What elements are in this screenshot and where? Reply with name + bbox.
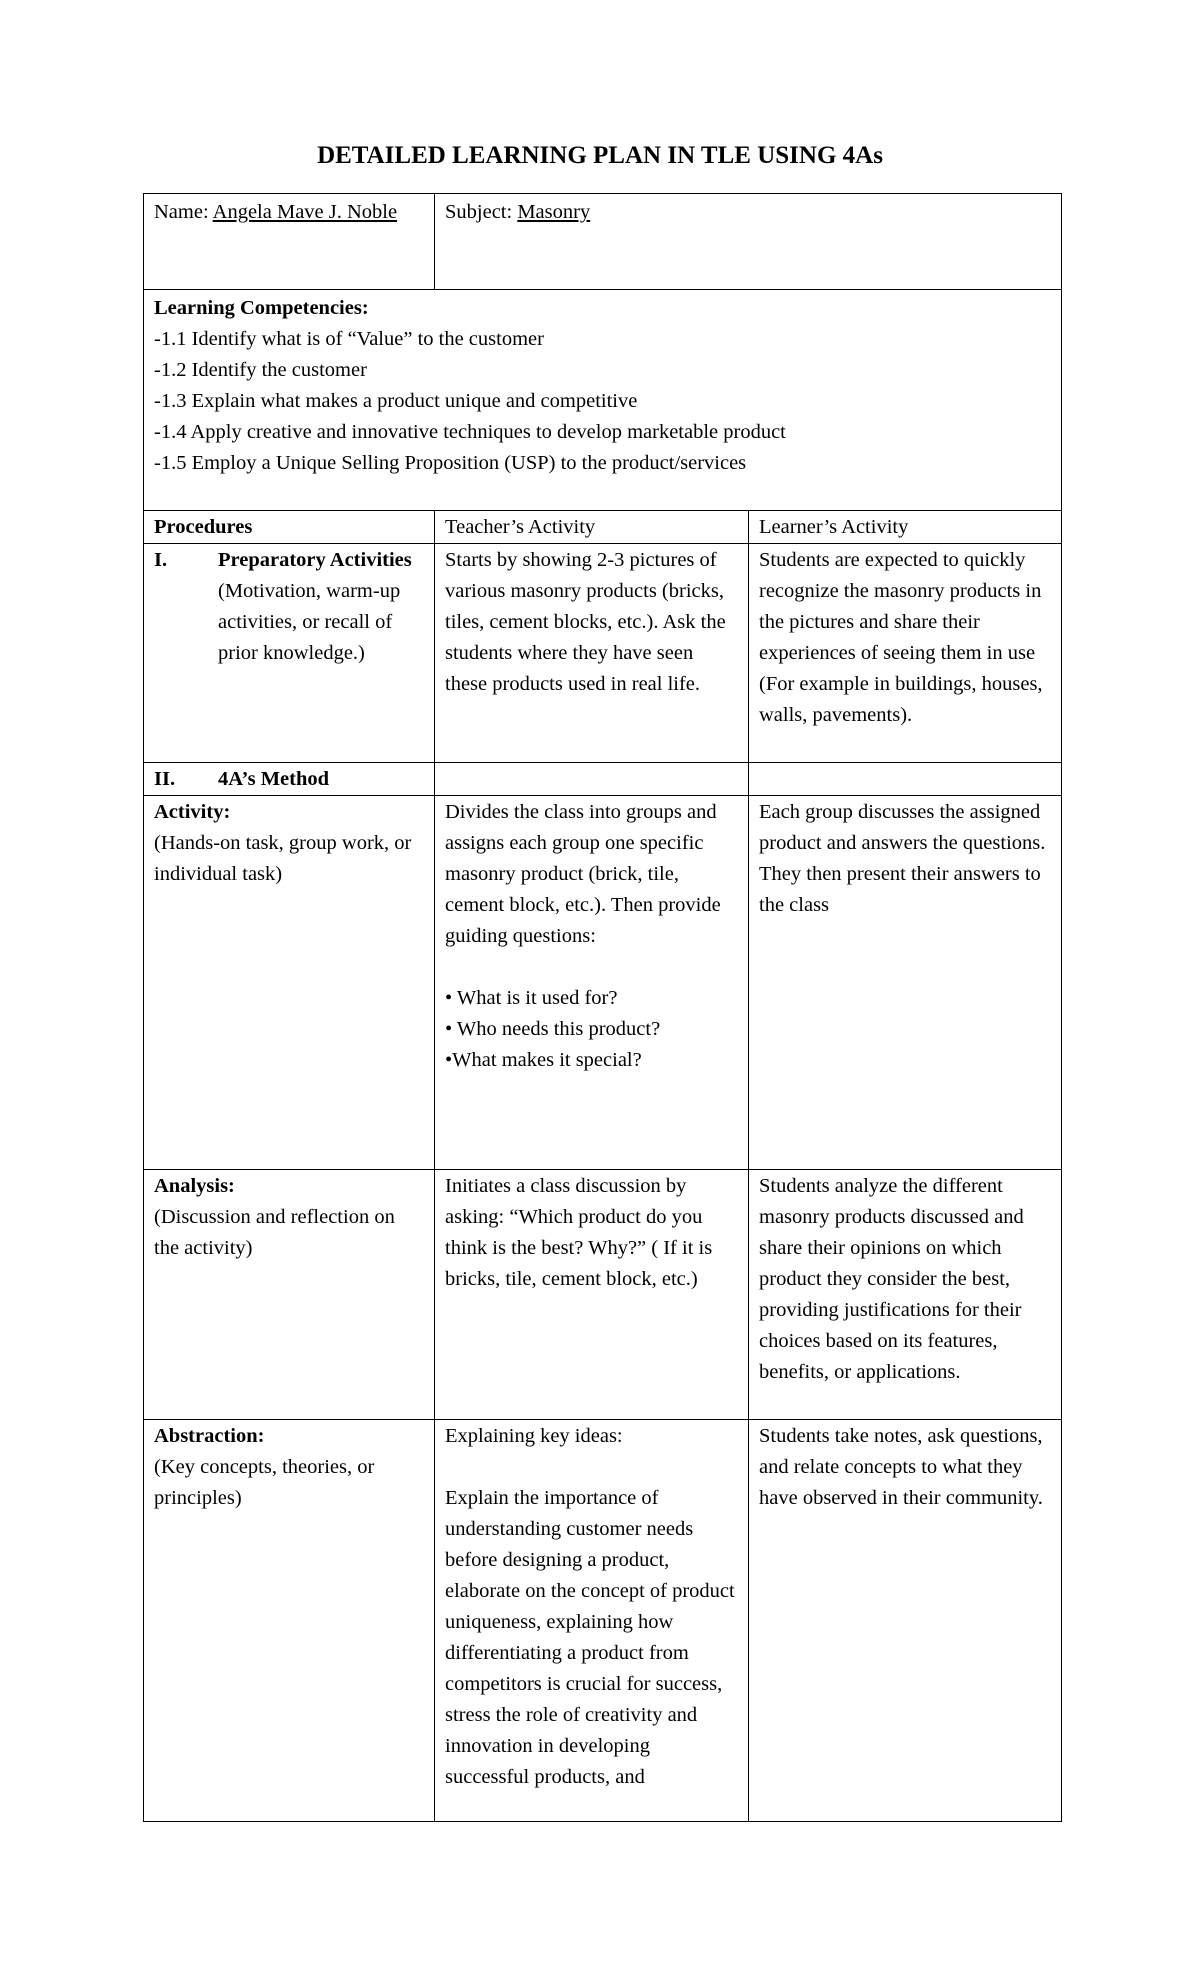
- competency-item: -1.3 Explain what makes a product unique and competitive: [154, 390, 638, 412]
- guiding-question: • What is it used for?: [445, 987, 618, 1009]
- preparatory-learner-cell: Students are expected to quickly recognize the masonry products in the pictures and share their experiences of seeing them in use (For example in buildings, houses, walls, pavements).: [749, 544, 1062, 763]
- method-learner-cell: [749, 763, 1062, 796]
- subject-cell: [435, 194, 1062, 290]
- method-number: II.: [154, 768, 176, 790]
- activity-row: [144, 796, 1062, 1170]
- procedures-header: Procedures: [144, 511, 435, 544]
- name-label: Name:: [154, 201, 213, 223]
- name-cell: [144, 194, 435, 290]
- method-row: [144, 763, 1062, 796]
- page-title: DETAILED LEARNING PLAN IN TLE USING 4As: [317, 142, 883, 169]
- method-teacher-cell: [435, 763, 749, 796]
- competencies-cell: [144, 290, 1062, 511]
- abstraction-teacher-cell: [435, 1420, 749, 1822]
- guiding-question: • Who needs this product?: [445, 1018, 661, 1040]
- abstraction-title: Abstraction:: [154, 1425, 265, 1447]
- abstraction-teacher-intro: Explaining key ideas:: [445, 1425, 623, 1447]
- abstraction-row: [144, 1420, 1062, 1822]
- method-cell: [144, 763, 435, 796]
- activity-teacher-text: Divides the class into groups and assigns each group one specific masonry product (brick, tile, cement block, etc.). Then provide guiding questions:: [445, 801, 721, 947]
- activity-learner-cell: Each group discusses the assigned product and answers the questions. They then present their answers to the class: [749, 796, 1062, 1170]
- analysis-teacher-cell: Initiates a class discussion by asking: “Which product do you think is the best? Why?” ( If it is bricks, tile, cement block, etc.): [435, 1170, 749, 1420]
- activity-teacher-cell: [435, 796, 749, 1170]
- method-title: 4A’s Method: [218, 768, 330, 790]
- preparatory-description: (Motivation, warm-up activities, or recall of prior knowledge.): [218, 580, 401, 664]
- abstraction-procedure-cell: [144, 1420, 435, 1822]
- teacher-activity-header: Teacher’s Activity: [435, 511, 749, 544]
- preparatory-procedure-cell: [144, 544, 435, 763]
- preparatory-title: Preparatory Activities: [218, 549, 412, 571]
- subject-label: Subject:: [445, 201, 518, 223]
- header-row: [144, 194, 1062, 290]
- column-header-row: [144, 511, 1062, 544]
- abstraction-learner-cell: Students take notes, ask questions, and relate concepts to what they have observed in their community.: [749, 1420, 1062, 1822]
- abstraction-description: (Key concepts, theories, or principles): [154, 1456, 375, 1509]
- analysis-learner-cell: Students analyze the different masonry products discussed and share their opinions on which product they consider the best, providing justifications for their choices based on its features, benefits, or applications.: [749, 1170, 1062, 1420]
- learner-activity-header: Learner’s Activity: [749, 511, 1062, 544]
- competencies-row: [144, 290, 1062, 511]
- learning-plan-table: [143, 193, 1062, 1822]
- activity-title: Activity:: [154, 801, 231, 823]
- preparatory-teacher-cell: Starts by showing 2-3 pictures of various masonry products (bricks, tiles, cement blocks, etc.). Ask the students where they have seen these products used in real life.: [435, 544, 749, 763]
- competency-item: -1.2 Identify the customer: [154, 359, 367, 381]
- preparatory-row: [144, 544, 1062, 763]
- competency-item: -1.1 Identify what is of “Value” to the customer: [154, 328, 544, 350]
- preparatory-number: I.: [154, 549, 168, 571]
- name-value: Angela Mave J. Noble: [212, 201, 398, 223]
- abstraction-teacher-text: Explain the importance of understanding customer needs before designing a product, elaborate on the concept of product uniqueness, explaining how differentiating a product from competitors is crucial for success, stress the role of creativity and innovation in developing successful products, and: [445, 1487, 735, 1788]
- guiding-question: •What makes it special?: [445, 1049, 642, 1071]
- analysis-row: [144, 1170, 1062, 1420]
- analysis-description: (Discussion and reflection on the activity): [154, 1206, 395, 1259]
- activity-procedure-cell: [144, 796, 435, 1170]
- competency-item: -1.4 Apply creative and innovative techniques to develop marketable product: [154, 421, 786, 443]
- activity-description: (Hands-on task, group work, or individual task): [154, 832, 412, 885]
- competency-item: -1.5 Employ a Unique Selling Proposition (USP) to the product/services: [154, 452, 747, 474]
- competencies-heading: Learning Competencies:: [154, 297, 369, 319]
- analysis-title: Analysis:: [154, 1175, 235, 1197]
- analysis-procedure-cell: [144, 1170, 435, 1420]
- subject-value: Masonry: [517, 201, 591, 223]
